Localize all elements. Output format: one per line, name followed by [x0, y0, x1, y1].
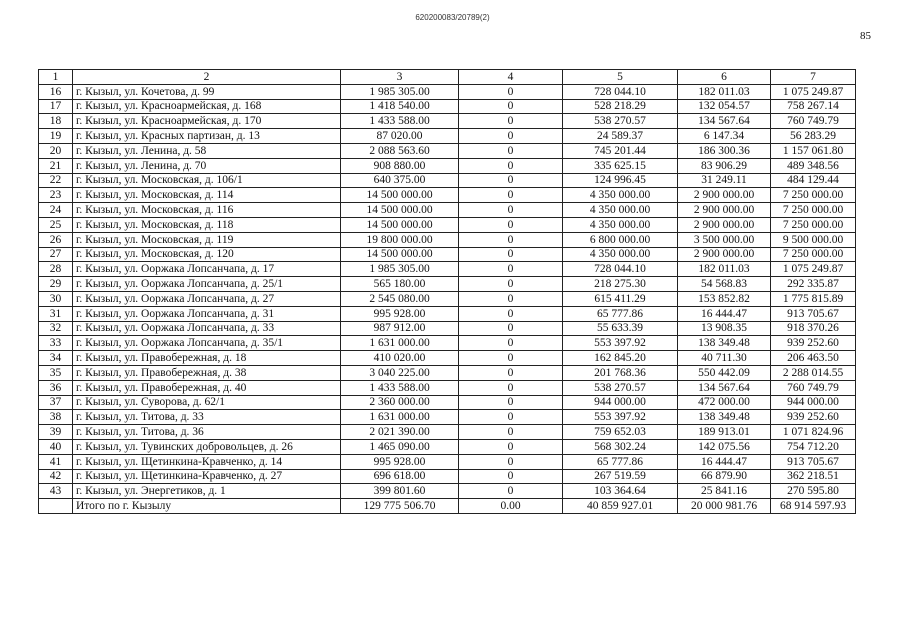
value-cell: 745 201.44 — [563, 143, 678, 158]
address-cell: г. Кызыл, ул. Московская, д. 118 — [73, 217, 341, 232]
table-row — [39, 158, 856, 173]
value-cell: 270 595.80 — [771, 484, 856, 499]
address-cell: г. Кызыл, ул. Титова, д. 33 — [73, 410, 341, 425]
value-cell: 0 — [459, 439, 563, 454]
value-cell: 1 775 815.89 — [771, 291, 856, 306]
table-row — [39, 84, 856, 99]
value-cell: 24 589.37 — [563, 129, 678, 144]
value-cell: 16 444.47 — [678, 454, 771, 469]
table-row — [39, 99, 856, 114]
table-row — [39, 365, 856, 380]
value-cell: 31 249.11 — [678, 173, 771, 188]
value-cell: 132 054.57 — [678, 99, 771, 114]
value-cell: 0 — [459, 291, 563, 306]
value-cell: 2 545 080.00 — [341, 291, 459, 306]
table-row — [39, 439, 856, 454]
address-cell: г. Кызыл, ул. Ооржака Лопсанчапа, д. 27 — [73, 291, 341, 306]
value-cell: 134 567.64 — [678, 380, 771, 395]
header-cell: 5 — [563, 70, 678, 85]
value-cell: 760 749.79 — [771, 114, 856, 129]
value-cell: 550 442.09 — [678, 365, 771, 380]
table-row — [39, 351, 856, 366]
row-number-cell: 43 — [39, 484, 73, 499]
value-cell: 7 250 000.00 — [771, 203, 856, 218]
value-cell: 615 411.29 — [563, 291, 678, 306]
header-cell: 3 — [341, 70, 459, 85]
value-cell: 14 500 000.00 — [341, 203, 459, 218]
value-cell: 182 011.03 — [678, 84, 771, 99]
value-cell: 13 908.35 — [678, 321, 771, 336]
value-cell: 0 — [459, 277, 563, 292]
value-cell: 129 775 506.70 — [341, 499, 459, 514]
value-cell: 0 — [459, 484, 563, 499]
value-cell: 16 444.47 — [678, 306, 771, 321]
table-row — [39, 232, 856, 247]
header-cell: 1 — [39, 70, 73, 85]
address-cell: г. Кызыл, ул. Тувинских добровольцев, д. 26 — [73, 439, 341, 454]
value-cell: 1 157 061.80 — [771, 143, 856, 158]
row-number-cell: 34 — [39, 351, 73, 366]
value-cell: 0 — [459, 114, 563, 129]
address-cell: Итого по г. Кызылу — [73, 499, 341, 514]
table-row — [39, 203, 856, 218]
value-cell: 472 000.00 — [678, 395, 771, 410]
table-row — [39, 395, 856, 410]
address-cell: г. Кызыл, ул. Красноармейская, д. 168 — [73, 99, 341, 114]
value-cell: 2 900 000.00 — [678, 247, 771, 262]
row-number-cell: 19 — [39, 129, 73, 144]
value-cell: 14 500 000.00 — [341, 217, 459, 232]
value-cell: 40 859 927.01 — [563, 499, 678, 514]
value-cell: 153 852.82 — [678, 291, 771, 306]
table-row — [39, 217, 856, 232]
value-cell: 913 705.67 — [771, 454, 856, 469]
value-cell: 760 749.79 — [771, 380, 856, 395]
address-cell: г. Кызыл, ул. Ооржака Лопсанчапа, д. 17 — [73, 262, 341, 277]
row-number-cell: 26 — [39, 232, 73, 247]
table-row — [39, 484, 856, 499]
address-cell: г. Кызыл, ул. Московская, д. 116 — [73, 203, 341, 218]
row-number-cell: 22 — [39, 173, 73, 188]
row-number-cell: 31 — [39, 306, 73, 321]
table-row — [39, 469, 856, 484]
address-cell: г. Кызыл, ул. Правобережная, д. 18 — [73, 351, 341, 366]
address-cell: г. Кызыл, ул. Московская, д. 106/1 — [73, 173, 341, 188]
value-cell: 2 900 000.00 — [678, 217, 771, 232]
address-cell: г. Кызыл, ул. Ооржака Лопсанчапа, д. 25/1 — [73, 277, 341, 292]
value-cell: 0 — [459, 129, 563, 144]
table-row — [39, 336, 856, 351]
value-cell: 0 — [459, 336, 563, 351]
row-number-cell: 35 — [39, 365, 73, 380]
data-table — [38, 69, 856, 514]
value-cell: 908 880.00 — [341, 158, 459, 173]
value-cell: 538 270.57 — [563, 380, 678, 395]
value-cell: 1 418 540.00 — [341, 99, 459, 114]
value-cell: 0 — [459, 203, 563, 218]
value-cell: 4 350 000.00 — [563, 217, 678, 232]
address-cell: г. Кызыл, ул. Правобережная, д. 40 — [73, 380, 341, 395]
value-cell: 1 631 000.00 — [341, 410, 459, 425]
value-cell: 55 633.39 — [563, 321, 678, 336]
table-row — [39, 188, 856, 203]
table-body — [39, 84, 856, 513]
value-cell: 0 — [459, 425, 563, 440]
value-cell: 56 283.29 — [771, 129, 856, 144]
address-cell: г. Кызыл, ул. Щетинкина-Кравченко, д. 14 — [73, 454, 341, 469]
value-cell: 484 129.44 — [771, 173, 856, 188]
value-cell: 0 — [459, 262, 563, 277]
row-number-cell: 39 — [39, 425, 73, 440]
row-number-cell: 42 — [39, 469, 73, 484]
value-cell: 2 088 563.60 — [341, 143, 459, 158]
value-cell: 40 711.30 — [678, 351, 771, 366]
value-cell: 995 928.00 — [341, 454, 459, 469]
value-cell: 335 625.15 — [563, 158, 678, 173]
value-cell: 1 985 305.00 — [341, 262, 459, 277]
value-cell: 2 288 014.55 — [771, 365, 856, 380]
value-cell: 2 360 000.00 — [341, 395, 459, 410]
table-row — [39, 173, 856, 188]
address-cell: г. Кызыл, ул. Ленина, д. 70 — [73, 158, 341, 173]
row-number-cell: 18 — [39, 114, 73, 129]
value-cell: 201 768.36 — [563, 365, 678, 380]
document-id: 620200083/20789(2) — [415, 13, 490, 22]
row-number-cell: 20 — [39, 143, 73, 158]
value-cell: 9 500 000.00 — [771, 232, 856, 247]
address-cell: г. Кызыл, ул. Правобережная, д. 38 — [73, 365, 341, 380]
value-cell: 2 021 390.00 — [341, 425, 459, 440]
value-cell: 4 350 000.00 — [563, 188, 678, 203]
value-cell: 124 996.45 — [563, 173, 678, 188]
value-cell: 65 777.86 — [563, 454, 678, 469]
row-number-cell: 21 — [39, 158, 73, 173]
value-cell: 1 071 824.96 — [771, 425, 856, 440]
address-cell: г. Кызыл, ул. Титова, д. 36 — [73, 425, 341, 440]
address-cell: г. Кызыл, ул. Энергетиков, д. 1 — [73, 484, 341, 499]
address-cell: г. Кызыл, ул. Красных партизан, д. 13 — [73, 129, 341, 144]
value-cell: 83 906.29 — [678, 158, 771, 173]
value-cell: 186 300.36 — [678, 143, 771, 158]
value-cell: 206 463.50 — [771, 351, 856, 366]
value-cell: 1 631 000.00 — [341, 336, 459, 351]
value-cell: 995 928.00 — [341, 306, 459, 321]
table-row — [39, 262, 856, 277]
value-cell: 0 — [459, 158, 563, 173]
table-row — [39, 143, 856, 158]
address-cell: г. Кызыл, ул. Московская, д. 114 — [73, 188, 341, 203]
address-cell: г. Кызыл, ул. Ленина, д. 58 — [73, 143, 341, 158]
value-cell: 754 712.20 — [771, 439, 856, 454]
value-cell: 0 — [459, 84, 563, 99]
value-cell: 758 267.14 — [771, 99, 856, 114]
value-cell: 25 841.16 — [678, 484, 771, 499]
table-row — [39, 410, 856, 425]
address-cell: г. Кызыл, ул. Суворова, д. 62/1 — [73, 395, 341, 410]
value-cell: 1 433 588.00 — [341, 114, 459, 129]
value-cell: 0 — [459, 188, 563, 203]
value-cell: 0 — [459, 99, 563, 114]
value-cell: 0 — [459, 395, 563, 410]
value-cell: 68 914 597.93 — [771, 499, 856, 514]
table-row — [39, 277, 856, 292]
row-number-cell: 16 — [39, 84, 73, 99]
address-cell: г. Кызыл, ул. Ооржака Лопсанчапа, д. 35/1 — [73, 336, 341, 351]
value-cell: 3 040 225.00 — [341, 365, 459, 380]
value-cell: 4 350 000.00 — [563, 203, 678, 218]
table-row — [39, 247, 856, 262]
table-row — [39, 321, 856, 336]
row-number-cell: 38 — [39, 410, 73, 425]
value-cell: 14 500 000.00 — [341, 247, 459, 262]
value-cell: 362 218.51 — [771, 469, 856, 484]
value-cell: 939 252.60 — [771, 336, 856, 351]
value-cell: 728 044.10 — [563, 262, 678, 277]
value-cell: 0 — [459, 321, 563, 336]
value-cell: 0.00 — [459, 499, 563, 514]
address-cell: г. Кызыл, ул. Московская, д. 119 — [73, 232, 341, 247]
value-cell: 19 800 000.00 — [341, 232, 459, 247]
value-cell: 218 275.30 — [563, 277, 678, 292]
value-cell: 182 011.03 — [678, 262, 771, 277]
value-cell: 134 567.64 — [678, 114, 771, 129]
row-number-cell: 17 — [39, 99, 73, 114]
value-cell: 0 — [459, 365, 563, 380]
value-cell: 142 075.56 — [678, 439, 771, 454]
row-number-cell: 33 — [39, 336, 73, 351]
value-cell: 918 370.26 — [771, 321, 856, 336]
value-cell: 568 302.24 — [563, 439, 678, 454]
value-cell: 565 180.00 — [341, 277, 459, 292]
value-cell: 2 900 000.00 — [678, 203, 771, 218]
value-cell: 7 250 000.00 — [771, 188, 856, 203]
value-cell: 87 020.00 — [341, 129, 459, 144]
value-cell: 6 147.34 — [678, 129, 771, 144]
row-number-cell: 41 — [39, 454, 73, 469]
row-number-cell: 40 — [39, 439, 73, 454]
value-cell: 4 350 000.00 — [563, 247, 678, 262]
value-cell: 0 — [459, 454, 563, 469]
table-row — [39, 454, 856, 469]
row-number-cell: 37 — [39, 395, 73, 410]
value-cell: 489 348.56 — [771, 158, 856, 173]
value-cell: 944 000.00 — [771, 395, 856, 410]
row-number-cell: 27 — [39, 247, 73, 262]
value-cell: 3 500 000.00 — [678, 232, 771, 247]
header-cell: 2 — [73, 70, 341, 85]
total-row — [39, 499, 856, 514]
value-cell: 1 433 588.00 — [341, 380, 459, 395]
value-cell: 20 000 981.76 — [678, 499, 771, 514]
table-row — [39, 114, 856, 129]
value-cell: 553 397.92 — [563, 410, 678, 425]
row-number-cell: 29 — [39, 277, 73, 292]
value-cell: 913 705.67 — [771, 306, 856, 321]
value-cell: 2 900 000.00 — [678, 188, 771, 203]
value-cell: 189 913.01 — [678, 425, 771, 440]
value-cell: 0 — [459, 469, 563, 484]
table-row — [39, 291, 856, 306]
value-cell: 292 335.87 — [771, 277, 856, 292]
header-cell: 7 — [771, 70, 856, 85]
row-number-cell: 32 — [39, 321, 73, 336]
value-cell: 1 075 249.87 — [771, 262, 856, 277]
value-cell: 0 — [459, 232, 563, 247]
row-number-cell: 24 — [39, 203, 73, 218]
table-row — [39, 380, 856, 395]
value-cell: 14 500 000.00 — [341, 188, 459, 203]
row-number-cell: 30 — [39, 291, 73, 306]
value-cell: 696 618.00 — [341, 469, 459, 484]
value-cell: 0 — [459, 217, 563, 232]
value-cell: 54 568.83 — [678, 277, 771, 292]
value-cell: 944 000.00 — [563, 395, 678, 410]
value-cell: 1 985 305.00 — [341, 84, 459, 99]
value-cell: 538 270.57 — [563, 114, 678, 129]
value-cell: 6 800 000.00 — [563, 232, 678, 247]
header-cell: 6 — [678, 70, 771, 85]
value-cell: 939 252.60 — [771, 410, 856, 425]
value-cell: 65 777.86 — [563, 306, 678, 321]
value-cell: 728 044.10 — [563, 84, 678, 99]
value-cell: 410 020.00 — [341, 351, 459, 366]
value-cell: 399 801.60 — [341, 484, 459, 499]
value-cell: 640 375.00 — [341, 173, 459, 188]
value-cell: 553 397.92 — [563, 336, 678, 351]
table-row — [39, 425, 856, 440]
row-number-cell — [39, 499, 73, 514]
value-cell: 7 250 000.00 — [771, 217, 856, 232]
value-cell: 987 912.00 — [341, 321, 459, 336]
address-cell: г. Кызыл, ул. Щетинкина-Кравченко, д. 27 — [73, 469, 341, 484]
row-number-cell: 25 — [39, 217, 73, 232]
row-number-cell: 23 — [39, 188, 73, 203]
value-cell: 0 — [459, 380, 563, 395]
value-cell: 0 — [459, 143, 563, 158]
address-cell: г. Кызыл, ул. Кочетова, д. 99 — [73, 84, 341, 99]
value-cell: 66 879.90 — [678, 469, 771, 484]
value-cell: 1 465 090.00 — [341, 439, 459, 454]
value-cell: 0 — [459, 410, 563, 425]
page-number: 85 — [860, 30, 871, 42]
row-number-cell: 36 — [39, 380, 73, 395]
header-cell: 4 — [459, 70, 563, 85]
value-cell: 0 — [459, 173, 563, 188]
value-cell: 1 075 249.87 — [771, 84, 856, 99]
value-cell: 138 349.48 — [678, 410, 771, 425]
table-header-row — [39, 70, 856, 85]
table-row — [39, 306, 856, 321]
value-cell: 759 652.03 — [563, 425, 678, 440]
value-cell: 7 250 000.00 — [771, 247, 856, 262]
value-cell: 0 — [459, 351, 563, 366]
table-row — [39, 129, 856, 144]
value-cell: 138 349.48 — [678, 336, 771, 351]
address-cell: г. Кызыл, ул. Московская, д. 120 — [73, 247, 341, 262]
value-cell: 162 845.20 — [563, 351, 678, 366]
address-cell: г. Кызыл, ул. Красноармейская, д. 170 — [73, 114, 341, 129]
address-cell: г. Кызыл, ул. Ооржака Лопсанчапа, д. 31 — [73, 306, 341, 321]
address-cell: г. Кызыл, ул. Ооржака Лопсанчапа, д. 33 — [73, 321, 341, 336]
row-number-cell: 28 — [39, 262, 73, 277]
value-cell: 528 218.29 — [563, 99, 678, 114]
value-cell: 0 — [459, 247, 563, 262]
value-cell: 0 — [459, 306, 563, 321]
value-cell: 267 519.59 — [563, 469, 678, 484]
value-cell: 103 364.64 — [563, 484, 678, 499]
